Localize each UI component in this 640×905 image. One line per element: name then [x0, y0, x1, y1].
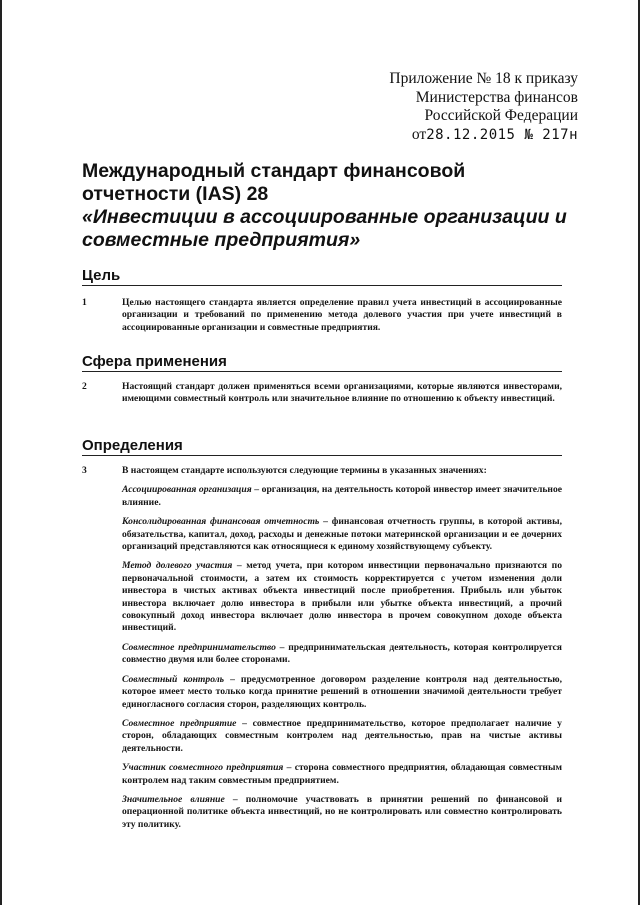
paragraph-1: [82, 297, 562, 334]
annex-date-value: 28.12.2015 № 217н: [426, 126, 578, 143]
annex-header: [278, 70, 578, 144]
definition-text: – полномочие участвовать в принятии решений по финансовой и операционной политике объекта инвестиций, но не контролировать или совместно контролировать эту политику.: [122, 793, 562, 830]
section-heading-definitions: Определения: [82, 437, 562, 456]
definition-term: Совместное предпринимательство: [122, 641, 276, 653]
annex-line-3: Российской Федерации: [424, 107, 578, 124]
title-line-1: Международный стандарт финансовой: [82, 160, 466, 182]
document-title: [82, 160, 582, 252]
definition-item: [122, 674, 562, 711]
definition-item: [122, 642, 562, 667]
paragraph-2: [82, 381, 562, 406]
definition-text: – предусмотренное договором разделение контроля над деятельностью, которое имеет место только когда принятие решений в отношении значимой деятельности требует единогласного согласия сторон, разделяющих контроль.: [122, 673, 562, 710]
definition-text: – предпринимательская деятельность, которая контролируется совместно двумя или более сторонами.: [122, 641, 562, 666]
definition-term: Участник совместного предприятия: [122, 762, 284, 774]
definition-text: – совместное предпринимательство, которое предполагает наличие у сторон, обладающих совместным контролем над деятельностью, прав на чистые активы деятельности.: [122, 717, 562, 754]
definition-term: Совместное предприятие: [122, 717, 237, 729]
title-line-2: отчетности (IAS) 28: [82, 183, 269, 205]
definitions-intro: В настоящем стандарте используются следующие термины в указанных значениях:: [122, 465, 487, 476]
definition-text: – организация, на деятельность которой инвестор имеет значительное влияние.: [122, 484, 563, 508]
definition-text: – сторона совместного предприятия, обладающая совместным контролем над таким совместным предприятием.: [122, 762, 562, 786]
definition-item: [122, 762, 562, 787]
section-heading-scope: Сфера применения: [82, 353, 562, 372]
definition-term: Ассоциированная организация: [122, 484, 252, 496]
paragraph-3: [82, 465, 562, 831]
annex-date-line: [278, 126, 578, 145]
definition-item: [122, 484, 562, 509]
paragraph-number: 1: [82, 297, 87, 308]
definition-term: Совместный контроль: [122, 673, 225, 685]
paragraph-number: 3: [82, 465, 87, 476]
definition-term: Консолидированная финансовая отчетность: [122, 516, 320, 528]
title-line-3: «Инвестиции в ассоциированные организации и: [82, 206, 567, 228]
definitions-list: [122, 465, 562, 831]
definition-term: Значительное влияние: [122, 793, 225, 805]
definition-term: Метод долевого участия: [122, 560, 233, 572]
annex-date-prefix: от: [411, 125, 427, 143]
definition-item: [122, 794, 562, 831]
paragraph-number: 2: [82, 381, 87, 392]
definition-item: [122, 516, 562, 553]
annex-line-1: Приложение № 18 к приказу: [389, 70, 578, 87]
paragraph-text: Настоящий стандарт должен применяться всеми организациями, которые являются инвесторами, имеющими совместный контроль или значительное влияние по отношению к объекту инвестиций.: [122, 381, 562, 405]
scan-edge-left: [0, 0, 2, 905]
definition-text: – финансовая отчетность группы, в которой активы, обязательства, капитал, доход, расходы и денежные потоки материнской организации и ее дочерних организаций представляются как относящиеся к единому хозяйствующему субъекту.: [122, 516, 562, 553]
section-heading-goal: Цель: [82, 267, 562, 286]
definition-item: [122, 718, 562, 755]
definition-item: [122, 560, 562, 634]
paragraph-text: Целью настоящего стандарта является определение правил учета инвестиций в ассоциированные организации и требований по применению метода долевого участия при учете инвестиций в ассоциированные организации и совместные предприятия.: [122, 297, 562, 333]
annex-line-2: Министерства финансов: [415, 88, 578, 106]
title-line-4: совместные предприятия»: [82, 229, 361, 251]
definition-text: – метод учета, при котором инвестиции первоначально признаются по первоначальной стоимости, а затем их стоимость корректируется с учетом изменения доли инвестора в чистых активах объекта инвестиций после приобретения. Прибыль или убыток инвестора включает долю инвестора в прибыли или убытке объекта инвестиций, а прочий совокупный доход инвестора включает долю инвестора в прочем совокупном доходе объекта инвестиций.: [122, 560, 562, 634]
